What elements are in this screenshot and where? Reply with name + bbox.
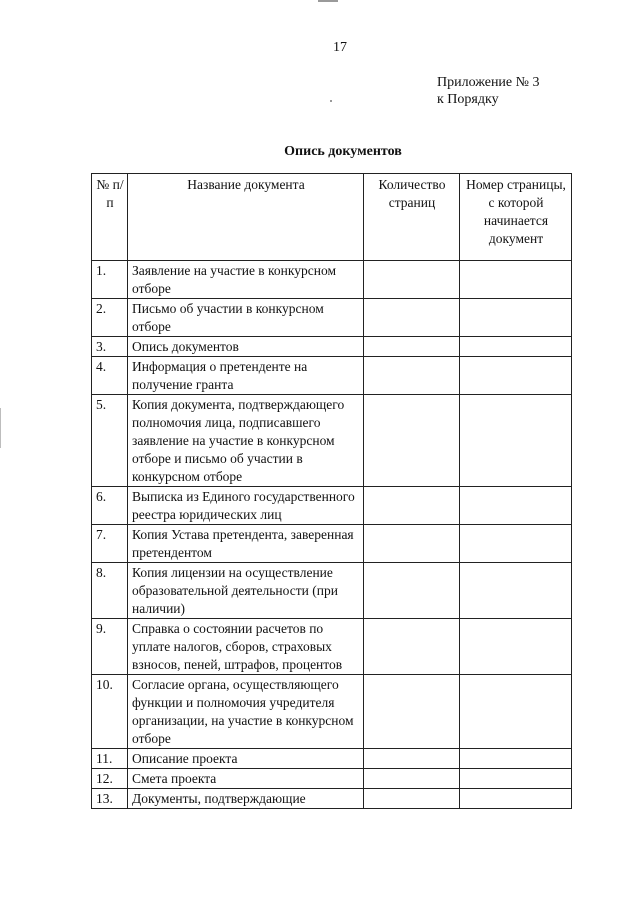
header-start-page: Номер страницы, с которой начинается документ xyxy=(460,174,572,261)
table-row xyxy=(92,337,572,357)
page-number: 17 xyxy=(333,40,347,55)
header-name: Название документа xyxy=(128,174,364,261)
row-start-page-cell[interactable] xyxy=(460,749,572,769)
row-number: 1. xyxy=(92,261,128,299)
row-number: 3. xyxy=(92,337,128,357)
header-num: № п/п xyxy=(92,174,128,261)
row-document-name: Справка о состоянии расчетов по уплате налогов, сборов, страховых взносов, пеней, штрафов, процентов xyxy=(128,619,364,675)
appendix-line-2: к Порядку xyxy=(437,92,499,107)
row-document-name: Описание проекта xyxy=(128,749,364,769)
row-pages-cell[interactable] xyxy=(364,769,460,789)
table-row xyxy=(92,299,572,337)
table-row xyxy=(92,395,572,487)
row-pages-cell[interactable] xyxy=(364,789,460,809)
row-pages-cell[interactable] xyxy=(364,525,460,563)
row-start-page-cell[interactable] xyxy=(460,395,572,487)
row-document-name: Выписка из Единого государственного реестра юридических лиц xyxy=(128,487,364,525)
table-row xyxy=(92,563,572,619)
row-number: 8. xyxy=(92,563,128,619)
table-row xyxy=(92,357,572,395)
row-pages-cell[interactable] xyxy=(364,619,460,675)
row-start-page-cell[interactable] xyxy=(460,337,572,357)
row-start-page-cell[interactable] xyxy=(460,769,572,789)
row-start-page-cell[interactable] xyxy=(460,563,572,619)
row-pages-cell[interactable] xyxy=(364,357,460,395)
row-start-page-cell[interactable] xyxy=(460,525,572,563)
row-document-name: Копия Устава претендента, заверенная претендентом xyxy=(128,525,364,563)
row-start-page-cell[interactable] xyxy=(460,789,572,809)
row-document-name: Смета проекта xyxy=(128,769,364,789)
row-pages-cell[interactable] xyxy=(364,675,460,749)
row-start-page-cell[interactable] xyxy=(460,619,572,675)
row-pages-cell[interactable] xyxy=(364,563,460,619)
row-start-page-cell[interactable] xyxy=(460,299,572,337)
table-row xyxy=(92,749,572,769)
row-start-page-cell[interactable] xyxy=(460,675,572,749)
table-header-row xyxy=(92,174,572,261)
table-row xyxy=(92,487,572,525)
row-document-name: Письмо об участии в конкурсном отборе xyxy=(128,299,364,337)
header-pages: Количество страниц xyxy=(364,174,460,261)
table-body xyxy=(92,261,572,809)
appendix-line-1: Приложение № 3 xyxy=(437,75,540,90)
row-number: 6. xyxy=(92,487,128,525)
row-document-name: Опись документов xyxy=(128,337,364,357)
row-number: 9. xyxy=(92,619,128,675)
appendix-note xyxy=(437,74,540,108)
table-row xyxy=(92,261,572,299)
row-document-name: Копия лицензии на осуществление образовательной деятельности (при наличии) xyxy=(128,563,364,619)
row-number: 10. xyxy=(92,675,128,749)
table-row xyxy=(92,769,572,789)
row-start-page-cell[interactable] xyxy=(460,487,572,525)
scan-mark-top xyxy=(318,0,338,2)
row-number: 12. xyxy=(92,769,128,789)
row-number: 4. xyxy=(92,357,128,395)
row-document-name: Копия документа, подтверждающего полномочия лица, подписавшего заявление на участие в конкурсном отборе и письмо об участии в конкурсном отборе xyxy=(128,395,364,487)
row-number: 13. xyxy=(92,789,128,809)
row-document-name: Информация о претенденте на получение гранта xyxy=(128,357,364,395)
documents-inventory-table xyxy=(91,173,572,809)
scan-mark-left xyxy=(0,408,1,448)
table-row xyxy=(92,619,572,675)
row-pages-cell[interactable] xyxy=(364,749,460,769)
row-document-name: Согласие органа, осуществляющего функции и полномочия учредителя организации, на участие в конкурсном отборе xyxy=(128,675,364,749)
row-number: 5. xyxy=(92,395,128,487)
table-row xyxy=(92,789,572,809)
scan-speck xyxy=(330,100,332,102)
row-number: 2. xyxy=(92,299,128,337)
row-document-name: Заявление на участие в конкурсном отборе xyxy=(128,261,364,299)
row-number: 7. xyxy=(92,525,128,563)
row-pages-cell[interactable] xyxy=(364,337,460,357)
row-start-page-cell[interactable] xyxy=(460,261,572,299)
row-number: 11. xyxy=(92,749,128,769)
row-pages-cell[interactable] xyxy=(364,395,460,487)
row-start-page-cell[interactable] xyxy=(460,357,572,395)
row-pages-cell[interactable] xyxy=(364,299,460,337)
document-title: Опись документов xyxy=(284,144,402,159)
row-pages-cell[interactable] xyxy=(364,261,460,299)
row-pages-cell[interactable] xyxy=(364,487,460,525)
table-row xyxy=(92,675,572,749)
table-row xyxy=(92,525,572,563)
row-document-name: Документы, подтверждающие xyxy=(128,789,364,809)
